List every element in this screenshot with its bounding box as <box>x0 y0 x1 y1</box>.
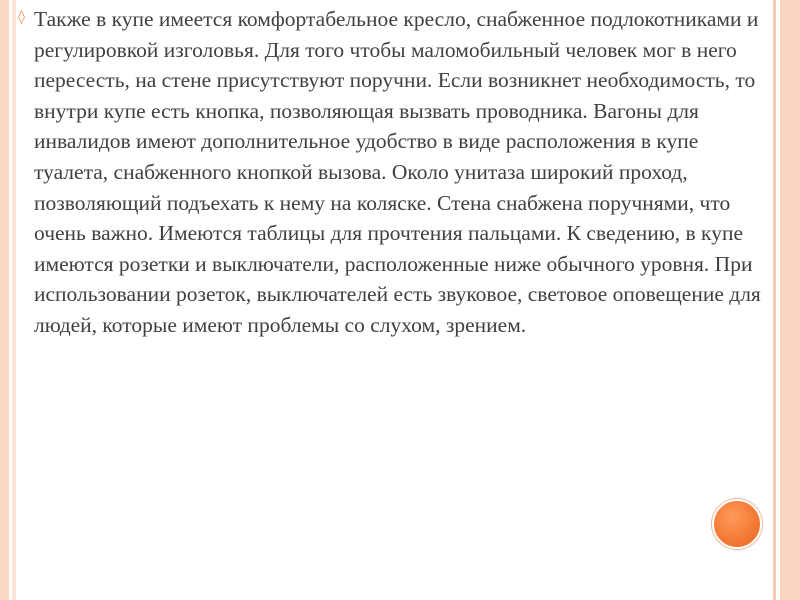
paragraph-text: Также в купе имеется комфортабельное кресло, снабженное подлокотниками и регулировкой изголовья. Для того чтобы маломобильный человек мог в него пересесть, на стене присутствуют поручни. Если возникнет необходимость, то внутри купе есть кнопка, позволяющая вызвать проводника. Вагоны для инвалидов имеют дополнительное удобство в виде расположения в купе туалета, снабженного кнопкой вызова. Около унитаза широкий проход, позволяющий подъехать к нему на коляске. Стена снабжена поручнями, что очень важно. Имеются таблицы для прочтения пальцами. К сведению, в купе имеются розетки и выключатели, расположенные ниже обычного уровня. При использовании розеток, выключателей есть звуковое, световое оповещение для людей, которые имеют проблемы со слухом, зрением. <box>34 7 761 337</box>
left-decor-stripe-thin <box>12 0 16 600</box>
right-decor-stripe <box>780 0 800 600</box>
left-decor-stripe <box>0 0 9 600</box>
orange-circle-icon <box>712 499 762 549</box>
right-decor-stripe-thin <box>773 0 776 600</box>
slide-content <box>18 4 763 341</box>
bullet-diamond-icon: ◊ <box>18 9 25 25</box>
bullet-item <box>18 4 763 341</box>
